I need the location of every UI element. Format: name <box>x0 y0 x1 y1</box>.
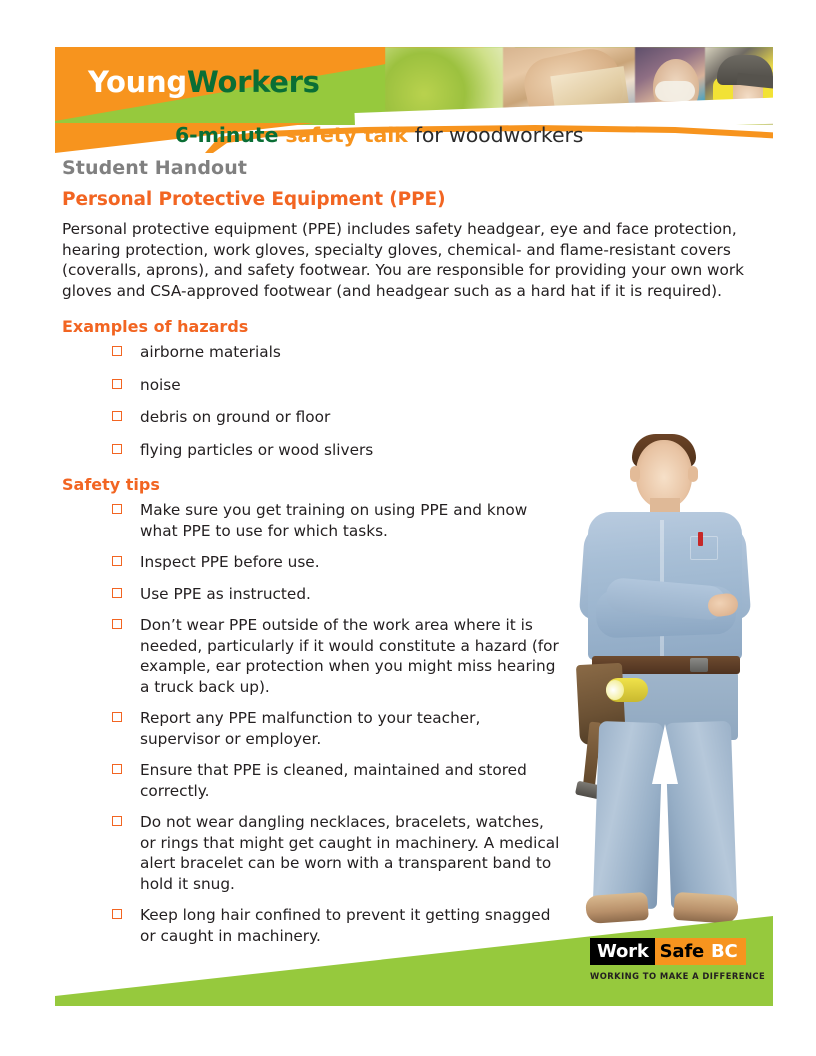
kicker-student-handout: Student Handout <box>62 157 248 179</box>
worksafebc-logo <box>590 938 765 981</box>
checkbox-icon[interactable] <box>112 712 122 722</box>
brand-workers: Workers <box>186 65 320 99</box>
list-item-label: Do not wear dangling necklaces, bracelets, watches, or rings that might get caught in machinery. A medical alert bracelet can be worn with a transparent band to hold it snug. <box>140 813 560 893</box>
header-banner <box>55 47 773 153</box>
worker-leg-right <box>665 721 737 909</box>
worker-ear-right <box>688 466 698 482</box>
checkbox-icon[interactable] <box>112 816 122 826</box>
pocket-pen-icon <box>698 532 703 546</box>
checkbox-icon[interactable] <box>112 764 122 774</box>
logo-safe: Safe <box>655 938 709 965</box>
list-item[interactable] <box>112 708 560 749</box>
checkbox-icon[interactable] <box>112 588 122 598</box>
logo-work: Work <box>590 938 655 965</box>
list-item[interactable] <box>112 342 762 363</box>
worksafebc-wordmark <box>590 938 765 965</box>
list-item[interactable] <box>112 552 560 573</box>
dust-mask-icon <box>655 81 695 101</box>
checkbox-icon[interactable] <box>112 379 122 389</box>
list-item[interactable] <box>112 812 560 894</box>
list-item[interactable] <box>112 760 560 801</box>
list-item-label: Report any PPE malfunction to your teacher, supervisor or employer. <box>140 709 481 748</box>
section-heading-hazards: Examples of hazards <box>62 317 249 336</box>
list-item-label: debris on ground or floor <box>140 408 331 426</box>
section-heading-safety-tips: Safety tips <box>62 475 160 494</box>
list-item-label: Inspect PPE before use. <box>140 553 320 571</box>
checkbox-icon[interactable] <box>112 504 122 514</box>
list-item-label: Keep long hair confined to prevent it getting snagged or caught in machinery. <box>140 906 551 945</box>
footer-banner <box>55 900 773 1010</box>
worker-ear-left <box>630 466 640 482</box>
intro-paragraph: Personal protective equipment (PPE) includes safety headgear, eye and face protection, hearing protection, work gloves, specialty gloves, chemical- and flame-resistant covers (coveralls, aprons), and safety footwear. You are responsible for providing your own work gloves and CSA-approved footwear (and headgear such as a hard hat if it is required). <box>62 220 745 300</box>
tagline-for-woodworkers: for woodworkers <box>414 123 584 147</box>
flashlight-lens <box>606 680 624 700</box>
checkbox-icon[interactable] <box>112 411 122 421</box>
list-item-label: airborne materials <box>140 343 281 361</box>
list-item[interactable] <box>112 500 560 541</box>
page-title: Personal Protective Equipment (PPE) <box>62 189 446 210</box>
list-item-label: noise <box>140 375 181 394</box>
checkbox-icon[interactable] <box>112 346 122 356</box>
brand-young: Young <box>88 65 187 99</box>
list-item-label: flying particles or wood slivers <box>140 440 374 459</box>
list-item[interactable] <box>112 407 762 428</box>
list-item[interactable] <box>112 584 560 605</box>
list-item-label: Ensure that PPE is cleaned, maintained and stored correctly. <box>140 761 527 800</box>
worker-leg-left <box>593 721 663 909</box>
logo-tagline: WORKING TO MAKE A DIFFERENCE <box>590 971 766 981</box>
header-tagline <box>175 123 583 147</box>
checkbox-icon[interactable] <box>112 556 122 566</box>
list-item-label: Don’t wear PPE outside of the work area where it is needed, particularly if it would constitute a hazard (for example, ear protection when you might miss hearing a truck back up). <box>140 616 559 696</box>
list-item[interactable] <box>112 375 762 396</box>
worker-photo <box>548 432 782 932</box>
list-item[interactable] <box>112 615 560 697</box>
tagline-6-minute: 6-minute <box>175 123 279 147</box>
tagline-safety-talk: safety talk <box>285 123 408 147</box>
shirt-pocket <box>690 536 718 560</box>
brand-wordmark <box>88 65 320 99</box>
belt-buckle <box>690 658 708 672</box>
logo-bc: BC <box>709 938 746 965</box>
list-item-label: Use PPE as instructed. <box>140 584 311 603</box>
checkbox-icon[interactable] <box>112 444 122 454</box>
list-item-label: Make sure you get training on using PPE and know what PPE to use for which tasks. <box>140 501 528 540</box>
checkbox-icon[interactable] <box>112 619 122 629</box>
